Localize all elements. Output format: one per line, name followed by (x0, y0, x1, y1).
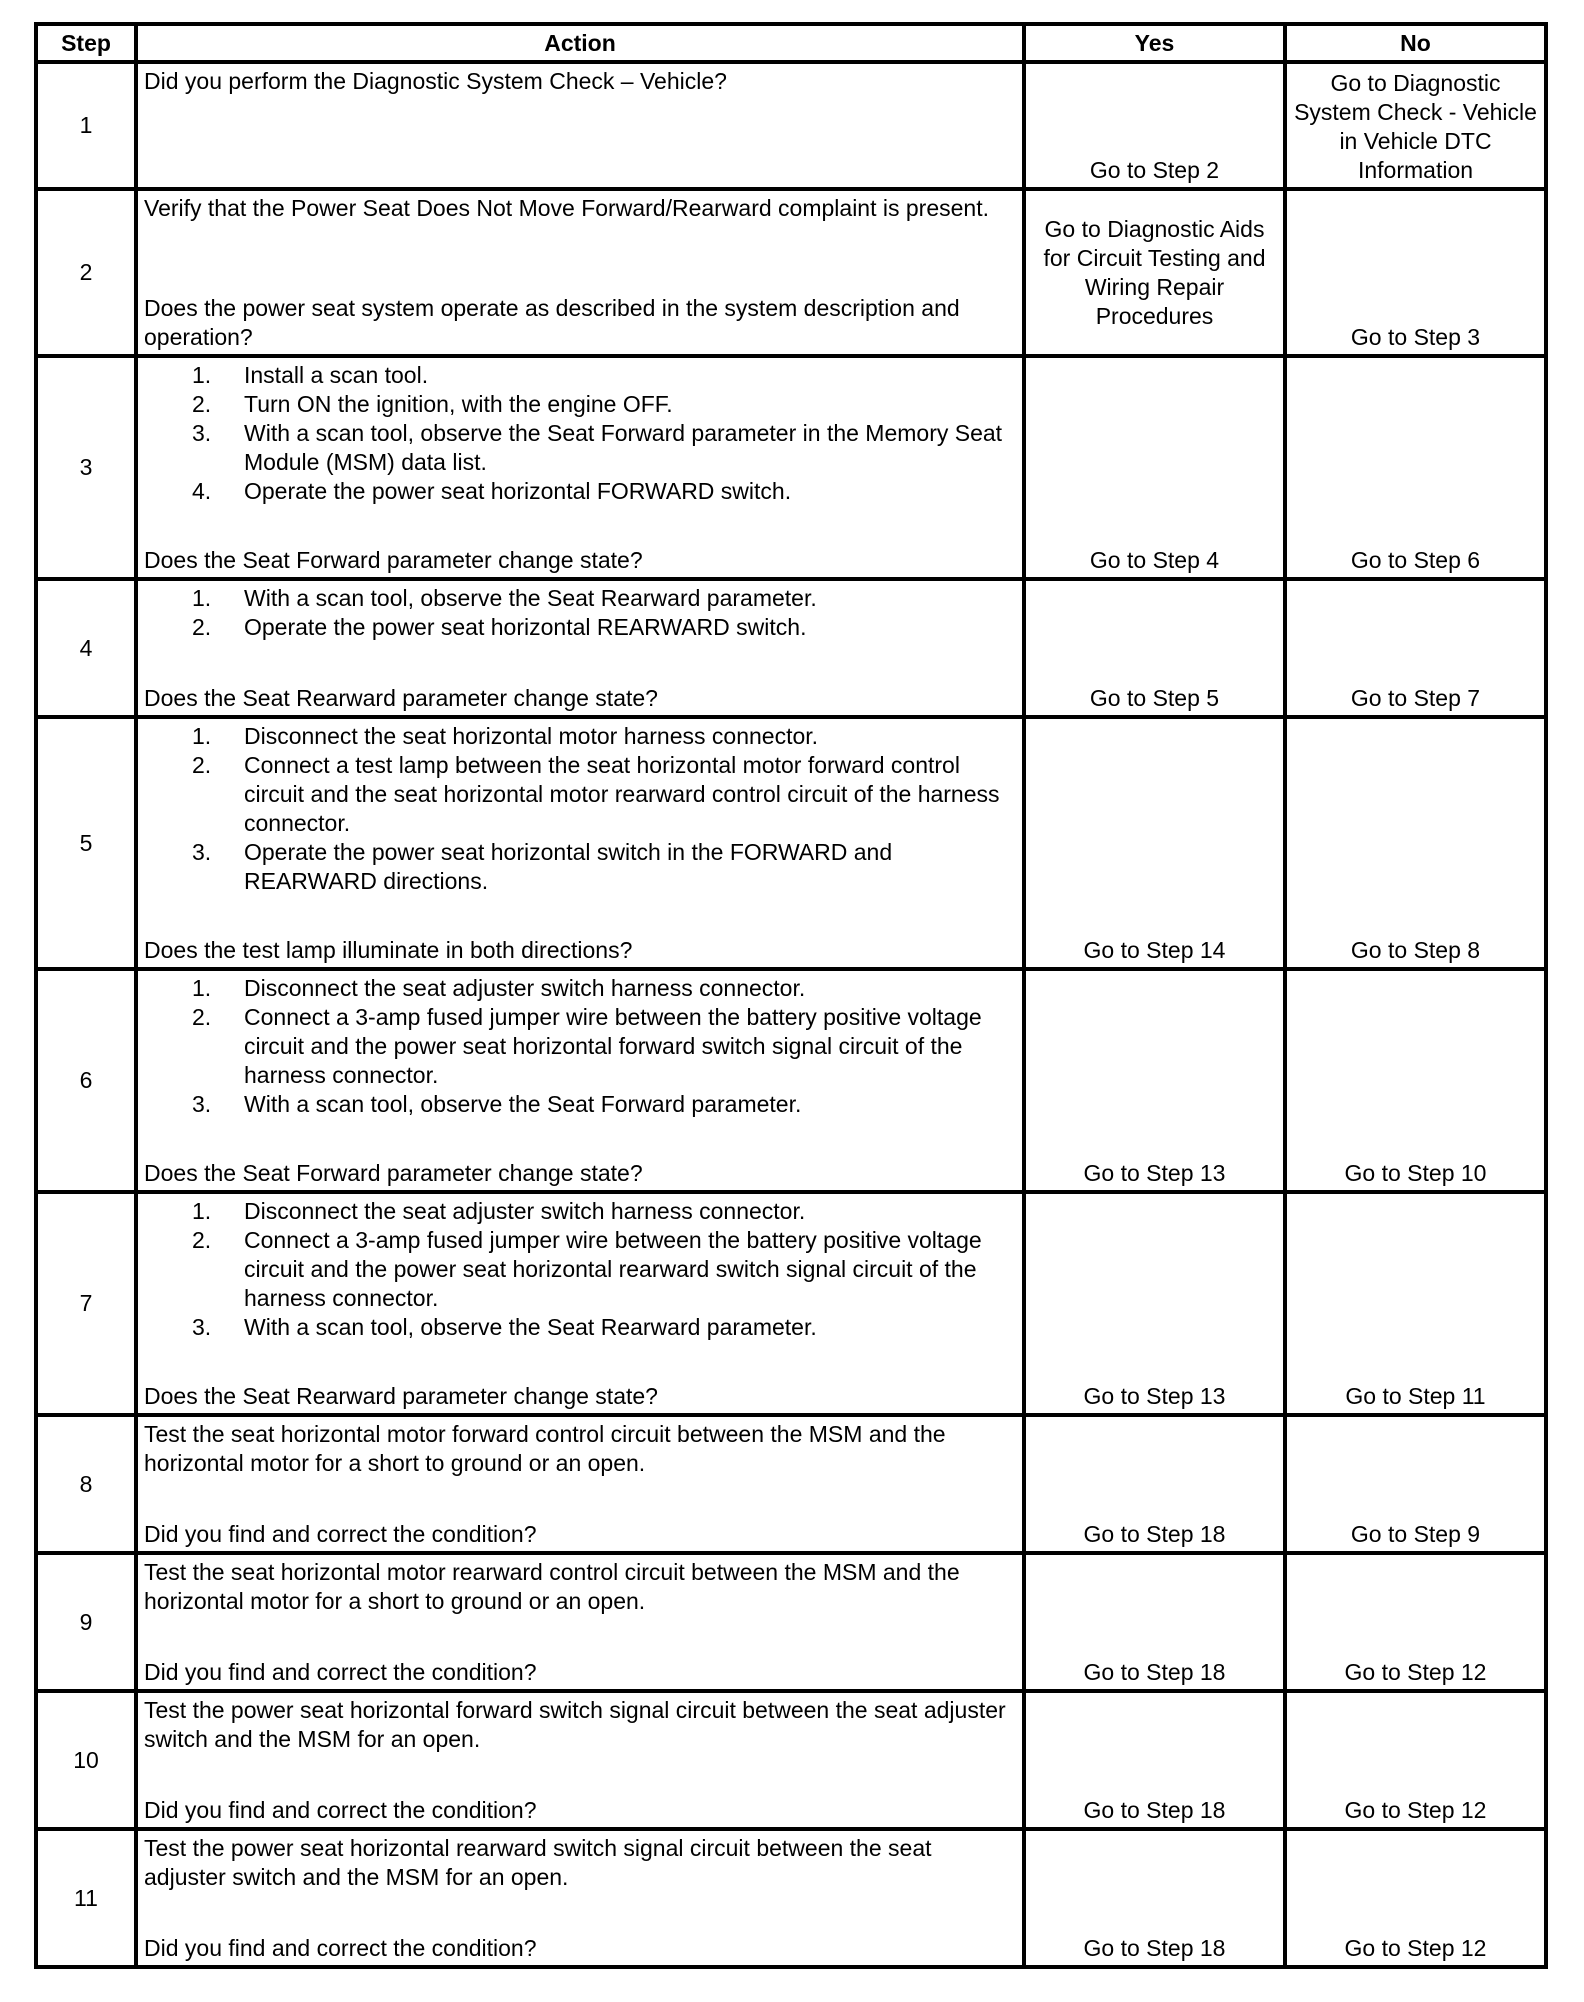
no-result: Go to Step 9 (1285, 1415, 1546, 1553)
action-step-item: Disconnect the seat adjuster switch harness connector. (244, 975, 806, 1001)
action-step-item: Turn ON the ignition, with the engine OFF. (244, 391, 673, 417)
step-number: 6 (36, 969, 136, 1192)
header-row (36, 24, 1546, 62)
yes-result: Go to Step 14 (1024, 717, 1285, 969)
table-row (36, 1553, 1546, 1691)
action-cell (136, 969, 1024, 1192)
action-step-item: Operate the power seat horizontal FORWARD switch. (244, 478, 792, 504)
no-result: Go to Step 12 (1285, 1691, 1546, 1829)
action-intro: Test the power seat horizontal rearward switch signal circuit between the seat adjuster switch and the MSM for an open. (144, 1835, 932, 1890)
action-step-item: Operate the power seat horizontal switch in the FORWARD and REARWARD directions. (244, 839, 893, 894)
action-question: Does the test lamp illuminate in both directions? (144, 937, 633, 963)
yes-result: Go to Step 4 (1024, 356, 1285, 579)
step-number: 1 (36, 62, 136, 189)
action-cell (136, 1829, 1024, 1967)
action-steps-list (144, 722, 1016, 896)
yes-result: Go to Step 18 (1024, 1415, 1285, 1553)
table-row (36, 1829, 1546, 1967)
no-result: Go to Step 3 (1285, 189, 1546, 356)
action-intro: Verify that the Power Seat Does Not Move Forward/Rearward complaint is present. (144, 195, 989, 221)
action-step-item: Operate the power seat horizontal REARWARD switch. (244, 614, 807, 640)
no-result: Go to Diagnostic System Check - Vehicle in Vehicle DTC Information (1285, 62, 1546, 189)
table-row (36, 717, 1546, 969)
no-result: Go to Step 6 (1285, 356, 1546, 579)
step-number: 8 (36, 1415, 136, 1553)
action-question: Does the Seat Rearward parameter change state? (144, 685, 658, 711)
action-cell (136, 189, 1024, 356)
action-question: Does the power seat system operate as described in the system description and operation? (144, 295, 960, 350)
step-number: 10 (36, 1691, 136, 1829)
table-row (36, 579, 1546, 717)
step-number: 7 (36, 1192, 136, 1415)
step-number: 4 (36, 579, 136, 717)
action-intro: Did you perform the Diagnostic System Check – Vehicle? (144, 68, 727, 94)
step-number: 11 (36, 1829, 136, 1967)
action-step-item: With a scan tool, observe the Seat Forward parameter. (244, 1091, 802, 1117)
table-row (36, 1192, 1546, 1415)
table-row (36, 1415, 1546, 1553)
action-question: Does the Seat Rearward parameter change state? (144, 1383, 658, 1409)
header-step: Step (36, 24, 136, 62)
header-action: Action (136, 24, 1024, 62)
yes-result: Go to Step 18 (1024, 1691, 1285, 1829)
action-cell (136, 356, 1024, 579)
table-row (36, 62, 1546, 189)
header-no: No (1285, 24, 1546, 62)
action-step-item: Connect a test lamp between the seat horizontal motor forward control circuit and the seat horizontal motor rearward control circuit of the harness connector. (244, 752, 1000, 836)
action-question: Does the Seat Forward parameter change state? (144, 547, 643, 573)
header-yes: Yes (1024, 24, 1285, 62)
table-row (36, 189, 1546, 356)
action-step-item: Connect a 3-amp fused jumper wire between the battery positive voltage circuit and the power seat horizontal forward switch signal circuit of the harness connector. (244, 1004, 982, 1088)
action-intro: Test the seat horizontal motor rearward control circuit between the MSM and the horizontal motor for a short to ground or an open. (144, 1559, 960, 1614)
yes-result: Go to Step 5 (1024, 579, 1285, 717)
action-steps-list (144, 361, 1016, 506)
action-step-item: With a scan tool, observe the Seat Rearward parameter. (244, 585, 817, 611)
table-row (36, 356, 1546, 579)
no-result: Go to Step 10 (1285, 969, 1546, 1192)
action-step-item: Disconnect the seat adjuster switch harness connector. (244, 1198, 806, 1224)
step-number: 2 (36, 189, 136, 356)
diagnostic-table (34, 22, 1548, 1969)
action-steps-list (144, 974, 1016, 1119)
yes-result: Go to Step 2 (1024, 62, 1285, 189)
action-cell (136, 579, 1024, 717)
no-result: Go to Step 7 (1285, 579, 1546, 717)
action-cell (136, 1553, 1024, 1691)
action-question: Did you find and correct the condition? (144, 1797, 537, 1823)
step-number: 9 (36, 1553, 136, 1691)
action-question: Did you find and correct the condition? (144, 1935, 537, 1961)
action-step-item: Connect a 3-amp fused jumper wire between the battery positive voltage circuit and the power seat horizontal rearward switch signal circuit of the harness connector. (244, 1227, 982, 1311)
no-result: Go to Step 12 (1285, 1829, 1546, 1967)
step-number: 5 (36, 717, 136, 969)
action-cell (136, 62, 1024, 189)
action-question: Did you find and correct the condition? (144, 1659, 537, 1685)
action-cell (136, 1192, 1024, 1415)
yes-result: Go to Step 13 (1024, 969, 1285, 1192)
action-steps-list (144, 1197, 1016, 1342)
yes-result: Go to Step 18 (1024, 1829, 1285, 1967)
action-cell (136, 1691, 1024, 1829)
action-step-item: Install a scan tool. (244, 362, 429, 388)
action-intro: Test the power seat horizontal forward switch signal circuit between the seat adjuster switch and the MSM for an open. (144, 1697, 1006, 1752)
no-result: Go to Step 12 (1285, 1553, 1546, 1691)
action-step-item: Disconnect the seat horizontal motor harness connector. (244, 723, 819, 749)
yes-result: Go to Diagnostic Aids for Circuit Testing and Wiring Repair Procedures (1024, 189, 1285, 356)
step-number: 3 (36, 356, 136, 579)
yes-result: Go to Step 13 (1024, 1192, 1285, 1415)
yes-result: Go to Step 18 (1024, 1553, 1285, 1691)
table-row (36, 969, 1546, 1192)
action-question: Does the Seat Forward parameter change state? (144, 1160, 643, 1186)
action-cell (136, 717, 1024, 969)
action-cell (136, 1415, 1024, 1553)
action-steps-list (144, 584, 1016, 642)
action-intro: Test the seat horizontal motor forward control circuit between the MSM and the horizontal motor for a short to ground or an open. (144, 1421, 946, 1476)
action-step-item: With a scan tool, observe the Seat Rearward parameter. (244, 1314, 817, 1340)
action-step-item: With a scan tool, observe the Seat Forward parameter in the Memory Seat Module (MSM) data list. (244, 420, 1003, 475)
action-question: Did you find and correct the condition? (144, 1521, 537, 1547)
no-result: Go to Step 8 (1285, 717, 1546, 969)
table-row (36, 1691, 1546, 1829)
no-result: Go to Step 11 (1285, 1192, 1546, 1415)
